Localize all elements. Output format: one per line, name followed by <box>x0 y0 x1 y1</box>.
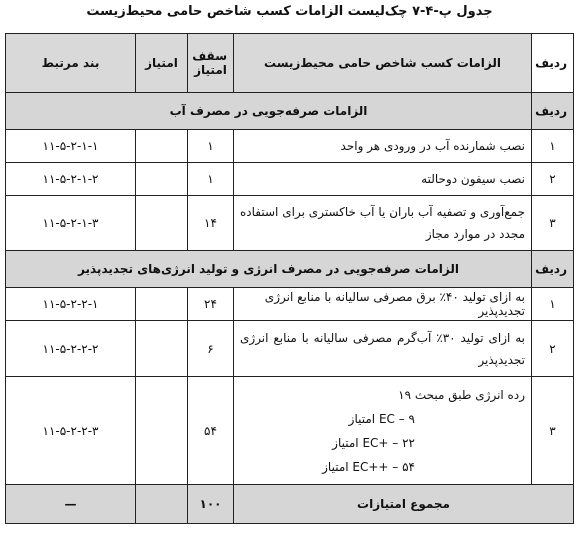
table-row <box>6 321 574 377</box>
row-number: ۱ <box>532 288 574 321</box>
row-clause: ۱۱-۵-۲-۱-۳ <box>6 196 136 251</box>
section-energy-row <box>6 251 574 288</box>
table-row-energy-class <box>6 377 574 485</box>
row-number: ۲ <box>532 321 574 377</box>
row-requirement: به ازای تولید ۳۰٪ آب‌گرم مصرفی سالیانه با منابع انرژی تجدیدپذیر <box>234 321 532 377</box>
row-number: ۱ <box>532 130 574 163</box>
section-radif-label: ردیف <box>532 251 574 288</box>
row-score <box>136 163 188 196</box>
ec-line <box>240 407 525 431</box>
ec-plus-line <box>240 431 525 455</box>
table-title: جدول پ-۴-۷ چک‌لیست الزامات کسب شاخص حامی محیط‌زیست <box>86 4 493 19</box>
row-number: ۳ <box>532 377 574 485</box>
table-row <box>6 288 574 321</box>
ec-line-text: EC++ – ۵۴ امتیاز <box>322 459 415 474</box>
header-requirement: الزامات کسب شاخص حامی محیط‌زیست <box>234 34 532 93</box>
checklist-table <box>5 33 574 524</box>
header-score: امتیاز <box>136 34 188 93</box>
total-row <box>6 485 574 524</box>
header-radif: ردیف <box>532 34 574 93</box>
row-requirement: به ازای تولید ۴۰٪ برق مصرفی سالیانه با منابع انرژی تجدیدپذیر <box>234 288 532 321</box>
total-clause: — <box>6 485 136 524</box>
row-score <box>136 321 188 377</box>
row-max-score: ۵۴ <box>188 377 234 485</box>
row-max-score: ۱ <box>188 130 234 163</box>
row-requirement: نصب شمارنده آب در ورودی هر واحد <box>234 130 532 163</box>
section-energy-title: الزامات صرفه‌جویی در مصرف انرژی و تولید انرژی‌های تجدیدپذیر <box>6 251 532 288</box>
row-score <box>136 377 188 485</box>
row-requirement: جمع‌آوری و تصفیه آب باران یا آب خاکستری برای استفاده مجدد در موارد مجاز <box>234 196 532 251</box>
row-score <box>136 130 188 163</box>
section-water-row <box>6 93 574 130</box>
row-clause: ۱۱-۵-۲-۲-۲ <box>6 321 136 377</box>
row-requirement: نصب سیفون دوحالته <box>234 163 532 196</box>
section-radif-label: ردیف <box>532 93 574 130</box>
row-max-score: ۲۴ <box>188 288 234 321</box>
row-max-score: ۶ <box>188 321 234 377</box>
header-max-score: سقف امتیاز <box>188 34 234 93</box>
ec-plus-plus-line <box>240 455 525 479</box>
table-row <box>6 163 574 196</box>
row-number: ۲ <box>532 163 574 196</box>
row-max-score: ۱۴ <box>188 196 234 251</box>
row-clause: ۱۱-۵-۲-۱-۲ <box>6 163 136 196</box>
table-row <box>6 130 574 163</box>
total-score <box>136 485 188 524</box>
energy-intro: رده انرژی طبق مبحث ۱۹ <box>398 387 525 402</box>
header-clause: بند مرتبط <box>6 34 136 93</box>
row-max-score: ۱ <box>188 163 234 196</box>
row-clause: ۱۱-۵-۲-۲-۱ <box>6 288 136 321</box>
row-score <box>136 196 188 251</box>
row-clause: ۱۱-۵-۲-۱-۱ <box>6 130 136 163</box>
row-requirement <box>234 377 532 485</box>
table-row <box>6 196 574 251</box>
ec-line-text: EC+ – ۲۲ امتیاز <box>332 435 415 450</box>
total-label: مجموع امتیازات <box>234 485 574 524</box>
section-water-title: الزامات صرفه‌جویی در مصرف آب <box>6 93 532 130</box>
ec-line-text: EC – ۹ امتیاز <box>348 411 415 426</box>
row-clause: ۱۱-۵-۲-۲-۳ <box>6 377 136 485</box>
row-number: ۳ <box>532 196 574 251</box>
total-max-score: ۱۰۰ <box>188 485 234 524</box>
header-row <box>6 34 574 93</box>
row-score <box>136 288 188 321</box>
